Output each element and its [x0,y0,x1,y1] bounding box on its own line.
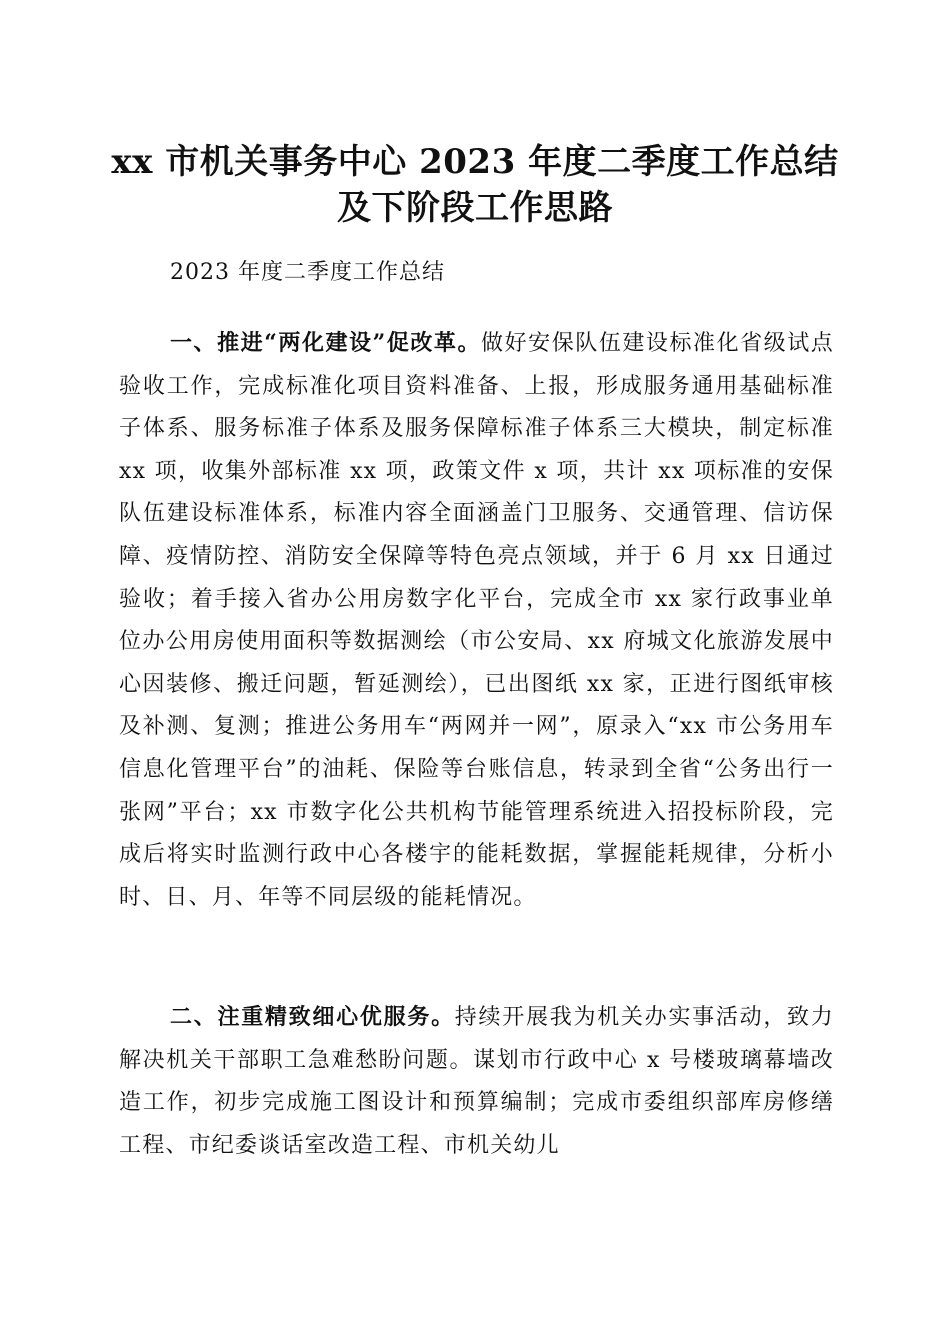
paragraph-heading: 二、注重精致细心优服务。 [170,1004,455,1030]
paragraph-service [119,996,834,1167]
paragraph-body: 持续开展我为机关办实事活动，致力解决机关干部职工急难愁盼问题。谋划市行政中心 x 号楼玻璃幕墙改造工作，初步完成施工图设计和预算编制；完成市委组织部库房修缮工程、市纪委谈话室改造工程、市机关幼儿 [119,1005,834,1158]
paragraph-reform [119,322,834,919]
paragraph-heading: 一、推进“两化建设”促改革。 [170,330,482,356]
document-title-line-1: xx 市机关事务中心 2023 年度二季度工作总结 [111,142,839,182]
section-subtitle: 2023 年度二季度工作总结 [170,260,445,285]
document-title-line-2: 及下阶段工作思路 [337,188,613,228]
paragraph-body: 做好安保队伍建设标准化省级试点验收工作，完成标准化项目资料准备、上报，形成服务通用基础标准子体系、服务标准子体系及服务保障标准子体系三大模块，制定标准 xx 项，收集外部标准 xx 项，政策文件 x 项，共计 xx 项标准的安保队伍建设标准体系，标准内容全面涵盖门卫服务、交通管理、信访保障、疫情防控、消防安全保障等特色亮点领域，并于 6 月 xx 日通过验收；着手接入省办公用房数字化平台，完成全市 xx 家行政事业单位办公用房使用面积等数据测绘（市公安局、xx 府城文化旅游发展中心因装修、搬迁问题，暂延测绘），已出图纸 xx 家，正进行图纸审核及补测、复测；推进公务用车“两网并一网”，原录入“xx 市公务用车信息化管理平台”的油耗、保险等台账信息，转录到全省“公务出行一张网”平台；xx 市数字化公共机构节能管理系统进入招投标阶段，完成后将实时监测行政中心各楼宇的能耗数据，掌握能耗规律，分析小时、日、月、年等不同层级的能耗情况。 [119,331,834,910]
